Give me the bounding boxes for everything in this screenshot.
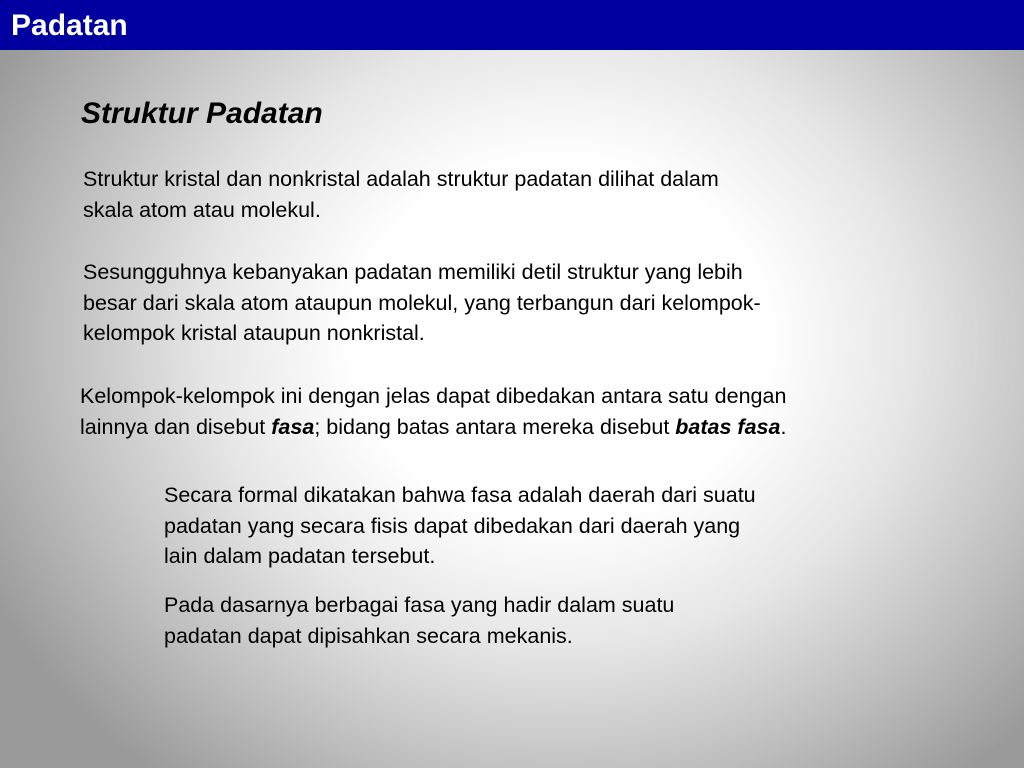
paragraph-5: [164, 590, 674, 651]
term-fasa: fasa: [271, 414, 315, 439]
section-heading: Struktur Padatan: [81, 97, 323, 130]
paragraph-3-line-2: [80, 412, 786, 443]
paragraph-4-line-1: Secara formal dikatakan bahwa fasa adalah daerah dari suatu: [164, 483, 756, 507]
title-bar: [0, 0, 1024, 50]
paragraph-3-line-2-prefix: lainnya dan disebut: [80, 414, 272, 439]
paragraph-4-line-3: lain dalam padatan tersebut.: [164, 544, 436, 568]
paragraph-1: [83, 164, 719, 225]
paragraph-3-line-2-middle: ; bidang batas antara mereka disebut: [314, 414, 676, 439]
paragraph-3-line-2-suffix: .: [780, 414, 787, 439]
paragraph-2-line-1: Sesungguhnya kebanyakan padatan memiliki detil struktur yang lebih: [83, 260, 743, 284]
paragraph-4: [164, 480, 756, 572]
paragraph-4-line-2: padatan yang secara fisis dapat dibedakan dari daerah yang: [164, 513, 741, 538]
paragraph-3-line-1: Kelompok-kelompok ini dengan jelas dapat dibedakan antara satu dengan: [80, 384, 787, 408]
slide-title: Padatan: [11, 9, 128, 42]
paragraph-5-line-2: padatan dapat dipisahkan secara mekanis.: [164, 623, 573, 648]
paragraph-2-line-3: kelompok kristal ataupun nonkristal.: [83, 321, 425, 345]
paragraph-3: [80, 381, 786, 442]
paragraph-1-line-2: skala atom atau molekul.: [83, 197, 321, 222]
paragraph-2-line-2: besar dari skala atom ataupun molekul, yang terbangun dari kelompok-: [83, 290, 761, 315]
paragraph-2: [83, 257, 761, 349]
term-batas-fasa: batas fasa: [675, 414, 781, 439]
paragraph-1-line-1: Struktur kristal dan nonkristal adalah struktur padatan dilihat dalam: [83, 167, 719, 191]
paragraph-5-line-1: Pada dasarnya berbagai fasa yang hadir dalam suatu: [164, 593, 675, 617]
